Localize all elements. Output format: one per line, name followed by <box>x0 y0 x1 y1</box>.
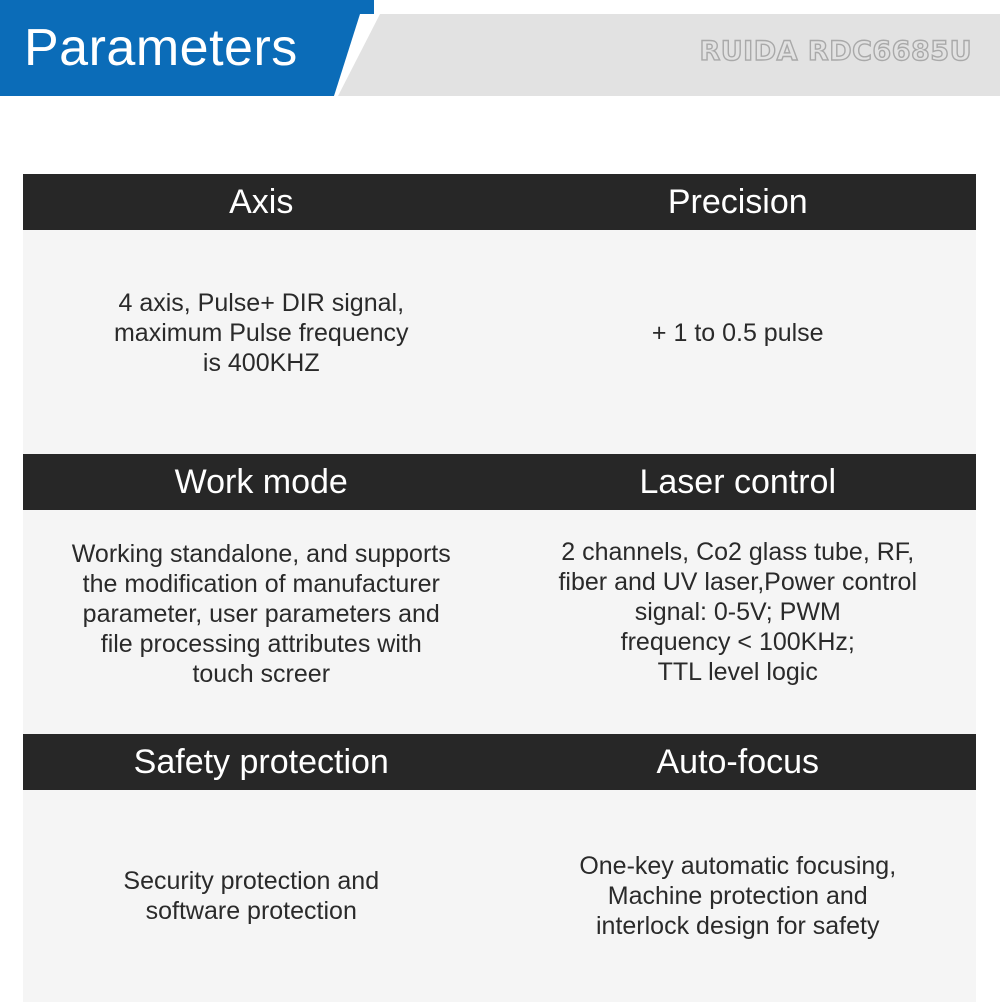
precision-value: + 1 to 0.5 pulse <box>651 319 824 347</box>
table-row <box>23 230 976 454</box>
heading-work-mode: Work mode <box>174 463 348 501</box>
table-row <box>23 790 976 1002</box>
model-watermark: RUIDA RDC6685U <box>699 36 972 67</box>
axis-value: 4 axis, Pulse+ DIR signal, maximum Pulse frequency is 400KHZ <box>113 289 409 377</box>
header-banner <box>0 0 1000 96</box>
table-header-row <box>23 734 976 790</box>
heading-laser-control: Laser control <box>639 463 837 501</box>
heading-axis: Axis <box>229 183 294 221</box>
safety-protection-value: Security protection and software protection <box>123 867 380 925</box>
work-mode-value: Working standalone, and supports the modification of manufacturer parameter, user parameters and file processing attributes with touch screer <box>71 540 451 688</box>
table-header-row <box>23 454 976 510</box>
auto-focus-value: One-key automatic focusing, Machine protection and interlock design for safety <box>579 852 897 940</box>
page-title: Parameters <box>24 19 298 77</box>
heading-safety-protection: Safety protection <box>133 743 389 781</box>
table-row <box>23 510 976 734</box>
table-header-row <box>23 174 976 230</box>
heading-auto-focus: Auto-focus <box>656 743 820 781</box>
heading-precision: Precision <box>667 183 808 221</box>
parameters-table <box>23 174 976 1002</box>
laser-control-value: 2 channels, Co2 glass tube, RF, fiber and UV laser,Power control signal: 0-5V; PWM frequency < 100KHz; TTL level logic <box>558 538 917 686</box>
